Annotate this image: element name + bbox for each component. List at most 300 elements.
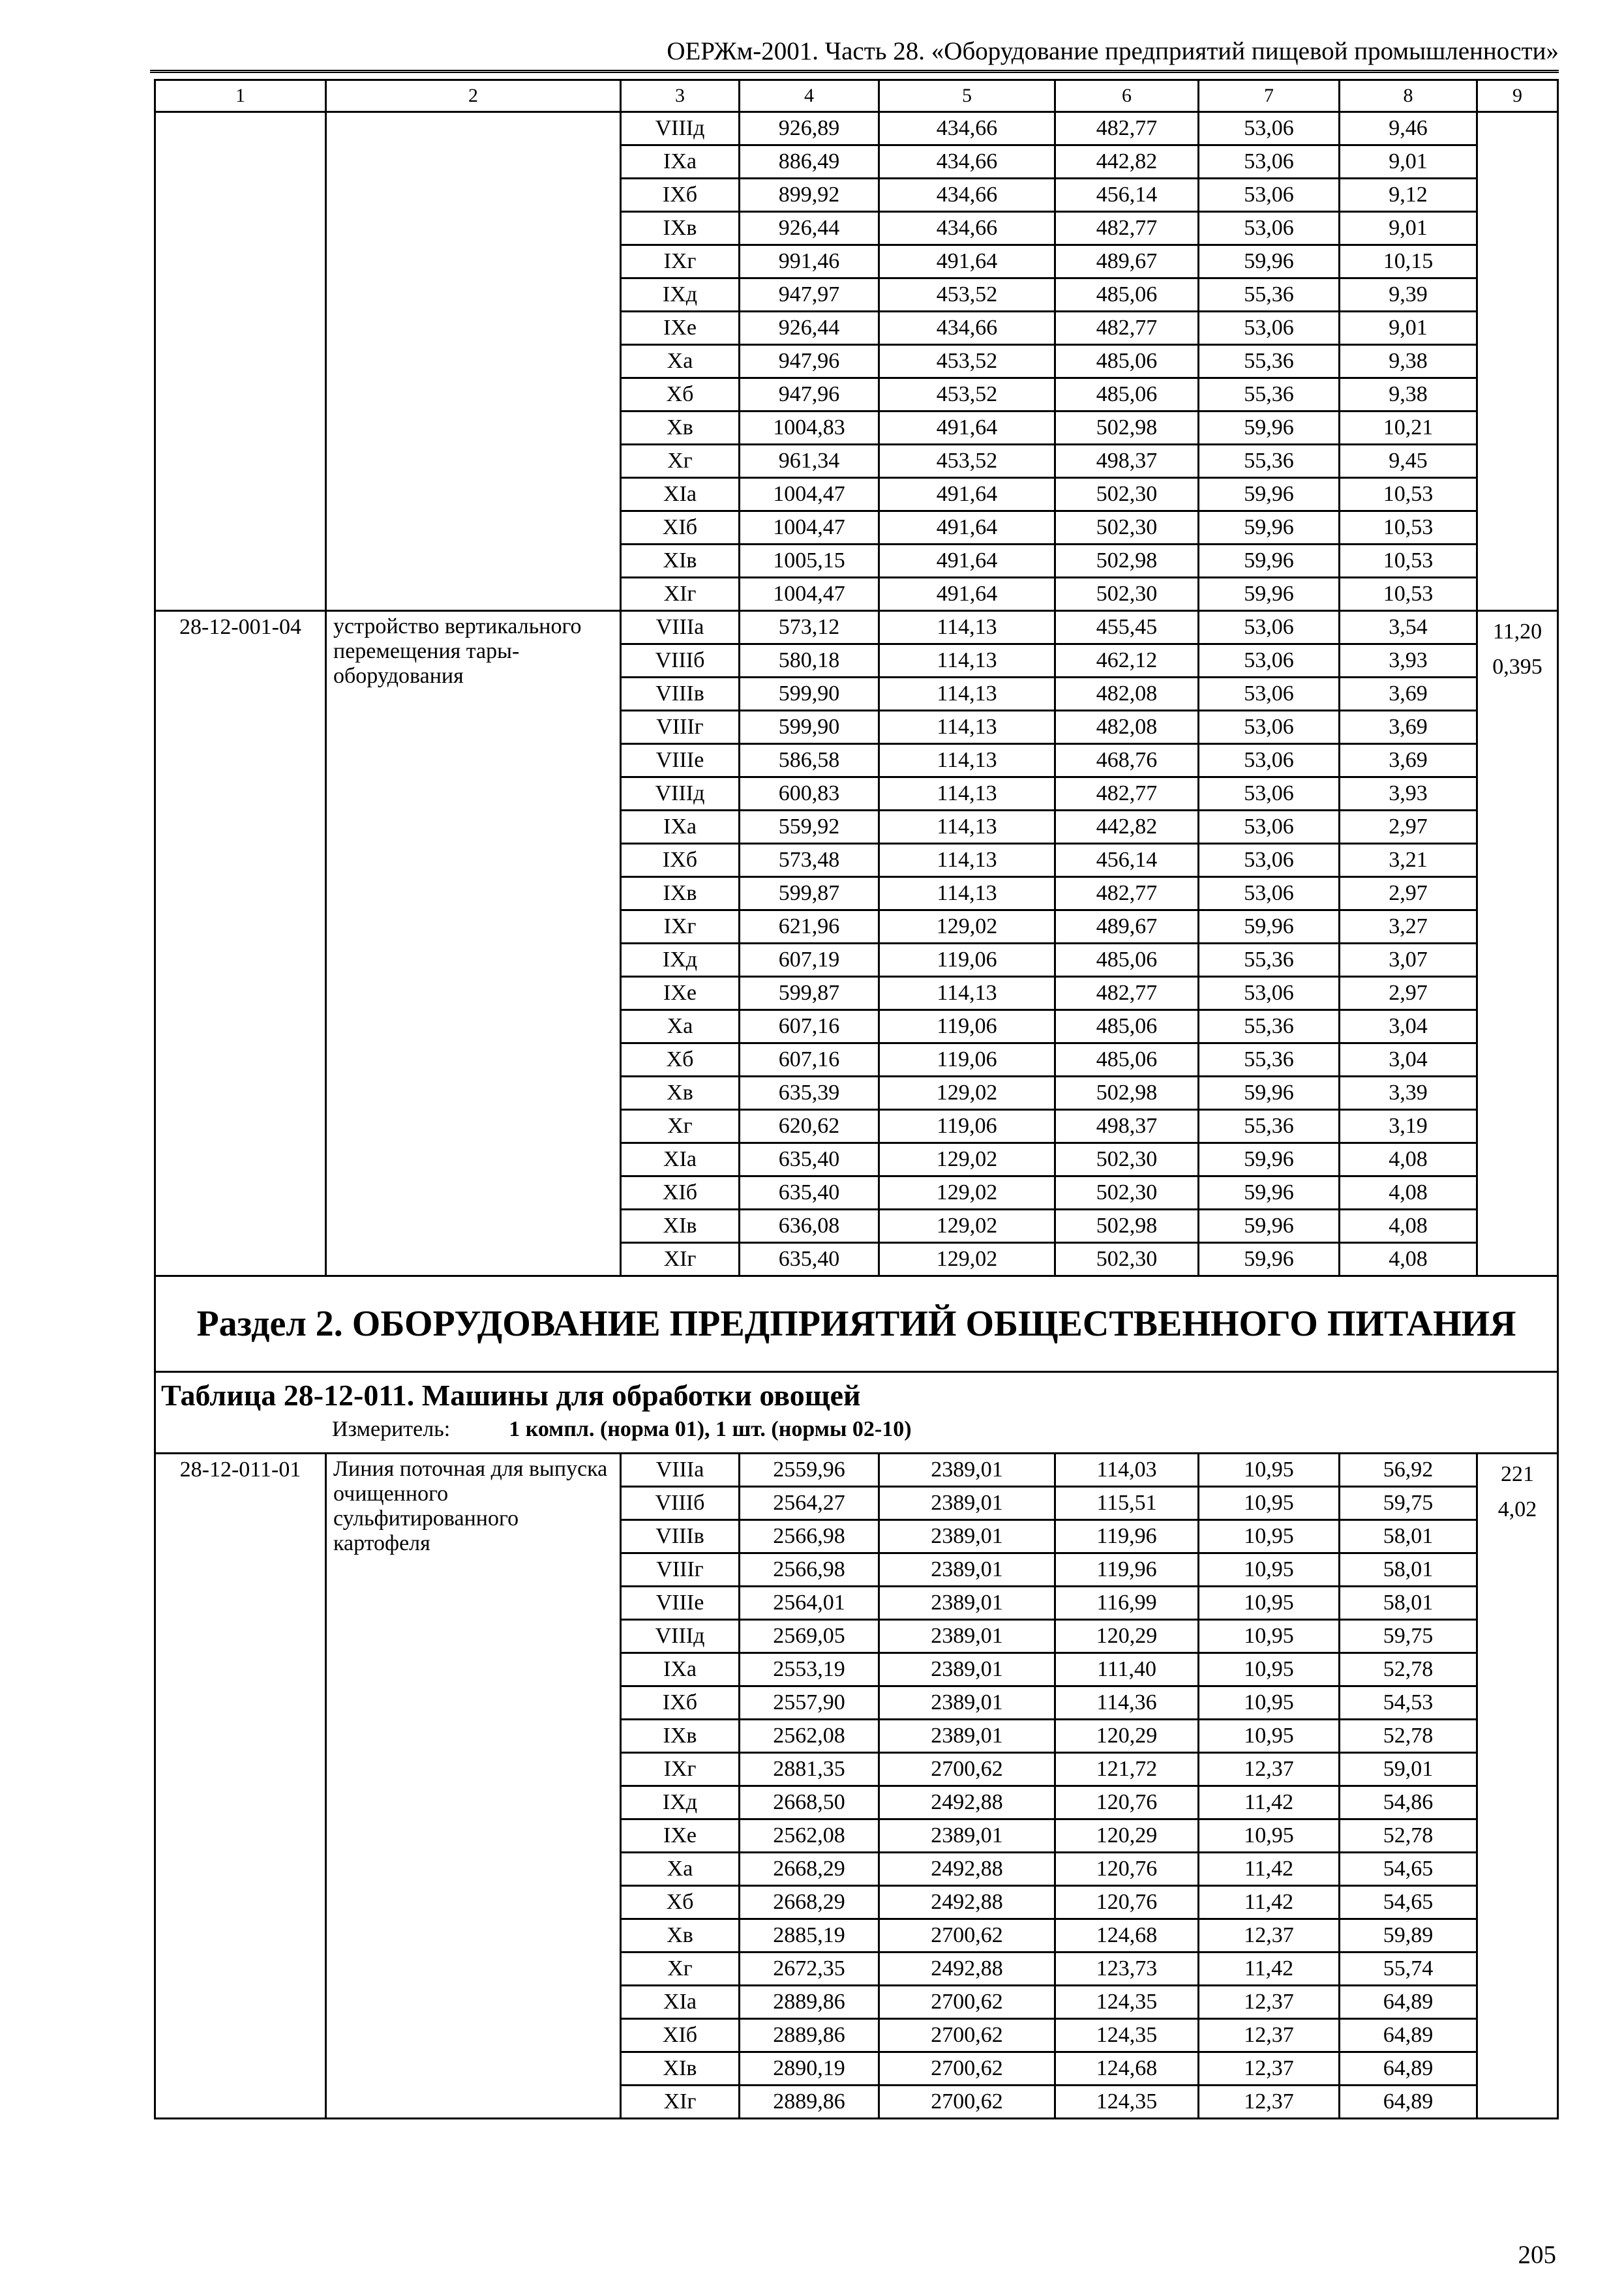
total-cost: 2566,98 [740, 1553, 879, 1587]
section-row [155, 1276, 1558, 1372]
region-zone: IXе [621, 1819, 740, 1853]
region-zone: IXв [621, 877, 740, 910]
total-cost: 991,46 [740, 245, 879, 278]
total-cost: 2889,86 [740, 2019, 879, 2052]
total-cost: 2566,98 [740, 1520, 879, 1553]
total-cost: 620,62 [740, 1110, 879, 1143]
machinist-wages: 55,36 [1199, 1043, 1340, 1077]
item-code: 28-12-001-04 [155, 611, 326, 1276]
materials-cost: 64,89 [1340, 1986, 1477, 2019]
materials-cost: 3,21 [1340, 844, 1477, 877]
region-zone: Xa [621, 1853, 740, 1886]
machinist-wages: 53,06 [1199, 611, 1340, 644]
total-cost: 926,89 [740, 112, 879, 145]
region-zone: Xв [621, 1919, 740, 1952]
total-cost: 1004,47 [740, 578, 879, 611]
machine-cost: 502,98 [1055, 545, 1199, 578]
total-cost: 2885,19 [740, 1919, 879, 1952]
materials-cost: 3,19 [1340, 1110, 1477, 1143]
machine-cost: 468,76 [1055, 744, 1199, 777]
machine-cost: 502,98 [1055, 1210, 1199, 1243]
labor-wages: 2700,62 [879, 2052, 1055, 2086]
materials-cost: 52,78 [1340, 1819, 1477, 1853]
code-cell [155, 112, 326, 611]
materials-cost: 52,78 [1340, 1720, 1477, 1753]
name-cell [326, 112, 621, 611]
machine-cost: 482,77 [1055, 312, 1199, 345]
region-zone: XIв [621, 2052, 740, 2086]
materials-cost: 59,75 [1340, 1620, 1477, 1653]
region-zone: XIб [621, 2019, 740, 2052]
labor-wages: 434,66 [879, 179, 1055, 212]
machinist-wages: 53,06 [1199, 711, 1340, 744]
table-row [155, 1454, 1558, 1487]
machinist-wages: 12,37 [1199, 2086, 1340, 2119]
labor-wages: 114,13 [879, 777, 1055, 811]
machinist-wages: 53,06 [1199, 844, 1340, 877]
labor-wages: 491,64 [879, 511, 1055, 545]
materials-cost: 9,12 [1340, 179, 1477, 212]
machinist-wages: 59,96 [1199, 478, 1340, 511]
region-zone: Xг [621, 445, 740, 478]
total-cost: 599,90 [740, 678, 879, 711]
machine-cost: 502,30 [1055, 511, 1199, 545]
column-number: 6 [1055, 80, 1199, 112]
materials-cost: 3,04 [1340, 1043, 1477, 1077]
machine-cost: 124,68 [1055, 2052, 1199, 2086]
machine-cost: 121,72 [1055, 1753, 1199, 1786]
total-cost: 607,16 [740, 1043, 879, 1077]
region-zone: VIIIa [621, 611, 740, 644]
region-zone: Xв [621, 411, 740, 445]
region-zone: VIIIб [621, 644, 740, 678]
materials-cost: 10,53 [1340, 545, 1477, 578]
machinist-wages: 10,95 [1199, 1819, 1340, 1853]
materials-cost: 2,97 [1340, 877, 1477, 910]
total-cost: 1004,83 [740, 411, 879, 445]
machine-cost: 114,36 [1055, 1686, 1199, 1720]
machinist-wages: 12,37 [1199, 2052, 1340, 2086]
total-cost: 2562,08 [740, 1819, 879, 1853]
machine-cost: 485,06 [1055, 278, 1199, 312]
materials-cost: 54,86 [1340, 1786, 1477, 1819]
machinist-wages: 10,95 [1199, 1454, 1340, 1487]
meter-value: 1 компл. (норма 01), 1 шт. (нормы 02-10) [509, 1417, 912, 1441]
total-cost: 2890,19 [740, 2052, 879, 2086]
labor-wages: 114,13 [879, 611, 1055, 644]
total-cost: 926,44 [740, 212, 879, 245]
materials-cost: 54,53 [1340, 1686, 1477, 1720]
labor-wages: 2492,88 [879, 1853, 1055, 1886]
total-cost: 599,87 [740, 877, 879, 910]
region-zone: VIIIе [621, 1587, 740, 1620]
labor-wages: 2389,01 [879, 1487, 1055, 1520]
machinist-wages: 10,95 [1199, 1520, 1340, 1553]
region-zone: Xa [621, 345, 740, 378]
region-zone: XIг [621, 2086, 740, 2119]
labor-wages: 2389,01 [879, 1819, 1055, 1853]
total-cost: 607,19 [740, 944, 879, 977]
machinist-wages: 11,42 [1199, 1853, 1340, 1886]
machinist-wages: 59,96 [1199, 1143, 1340, 1176]
labor-wages: 2389,01 [879, 1686, 1055, 1720]
total-cost: 635,40 [740, 1176, 879, 1210]
machine-cost: 462,12 [1055, 644, 1199, 678]
region-zone: XIa [621, 478, 740, 511]
total-cost: 886,49 [740, 145, 879, 179]
total-cost: 621,96 [740, 910, 879, 944]
region-zone: IXд [621, 278, 740, 312]
machinist-wages: 55,36 [1199, 345, 1340, 378]
machinist-wages: 12,37 [1199, 1919, 1340, 1952]
region-zone: VIIIг [621, 1553, 740, 1587]
materials-cost: 3,69 [1340, 678, 1477, 711]
machine-cost: 502,98 [1055, 1077, 1199, 1110]
region-zone: IXд [621, 944, 740, 977]
materials-cost: 3,93 [1340, 777, 1477, 811]
machine-cost: 455,45 [1055, 611, 1199, 644]
materials-cost: 59,75 [1340, 1487, 1477, 1520]
machine-cost: 120,29 [1055, 1620, 1199, 1653]
materials-cost: 64,89 [1340, 2052, 1477, 2086]
machinist-wages: 59,96 [1199, 1243, 1340, 1276]
materials-cost: 3,69 [1340, 711, 1477, 744]
machine-cost: 482,77 [1055, 977, 1199, 1010]
rates-table [154, 79, 1559, 2119]
machine-cost: 456,14 [1055, 844, 1199, 877]
machine-cost: 120,29 [1055, 1720, 1199, 1753]
region-zone: IXе [621, 312, 740, 345]
labor-wages: 491,64 [879, 411, 1055, 445]
region-zone: IXг [621, 910, 740, 944]
region-zone: IXa [621, 1653, 740, 1686]
region-zone: IXб [621, 844, 740, 877]
total-cost: 2559,96 [740, 1454, 879, 1487]
machinist-wages: 11,42 [1199, 1786, 1340, 1819]
machinist-wages: 53,06 [1199, 678, 1340, 711]
machinist-wages: 10,95 [1199, 1653, 1340, 1686]
unit-cell [1477, 611, 1558, 1276]
machine-cost: 482,08 [1055, 678, 1199, 711]
materials-cost: 3,39 [1340, 1077, 1477, 1110]
column-number: 7 [1199, 80, 1340, 112]
labor-wages: 2389,01 [879, 1653, 1055, 1686]
labor-wages: 491,64 [879, 478, 1055, 511]
materials-cost: 4,08 [1340, 1210, 1477, 1243]
materials-cost: 3,27 [1340, 910, 1477, 944]
machine-cost: 120,76 [1055, 1853, 1199, 1886]
region-zone: Xв [621, 1077, 740, 1110]
labor-wages: 114,13 [879, 711, 1055, 744]
labor-wages: 2492,88 [879, 1886, 1055, 1919]
region-zone: XIa [621, 1986, 740, 2019]
column-number: 2 [326, 80, 621, 112]
labor-wages: 453,52 [879, 345, 1055, 378]
table-title-row [155, 1372, 1558, 1454]
materials-cost: 58,01 [1340, 1520, 1477, 1553]
materials-cost: 3,93 [1340, 644, 1477, 678]
machine-cost: 124,35 [1055, 1986, 1199, 2019]
item-code: 28-12-011-01 [155, 1454, 326, 2119]
materials-cost: 56,92 [1340, 1454, 1477, 1487]
labor-wages: 129,02 [879, 1243, 1055, 1276]
labor-wages: 2700,62 [879, 2019, 1055, 2052]
item-unit-value-1: 221 [1501, 1462, 1534, 1486]
region-zone: IXб [621, 1686, 740, 1720]
region-zone: VIIIб [621, 1487, 740, 1520]
total-cost: 2881,35 [740, 1753, 879, 1786]
total-cost: 1005,15 [740, 545, 879, 578]
labor-wages: 2492,88 [879, 1786, 1055, 1819]
machine-cost: 502,30 [1055, 1243, 1199, 1276]
region-zone: VIIIд [621, 1620, 740, 1653]
total-cost: 2564,27 [740, 1487, 879, 1520]
machinist-wages: 55,36 [1199, 944, 1340, 977]
machinist-wages: 55,36 [1199, 278, 1340, 312]
total-cost: 961,34 [740, 445, 879, 478]
total-cost: 599,90 [740, 711, 879, 744]
materials-cost: 9,45 [1340, 445, 1477, 478]
machine-cost: 120,29 [1055, 1819, 1199, 1853]
machine-cost: 482,77 [1055, 777, 1199, 811]
labor-wages: 114,13 [879, 844, 1055, 877]
materials-cost: 55,74 [1340, 1952, 1477, 1986]
labor-wages: 2389,01 [879, 1720, 1055, 1753]
labor-wages: 114,13 [879, 811, 1055, 844]
region-zone: Xa [621, 1010, 740, 1043]
machine-cost: 502,30 [1055, 478, 1199, 511]
machine-cost: 485,06 [1055, 944, 1199, 977]
labor-wages: 453,52 [879, 378, 1055, 411]
materials-cost: 59,01 [1340, 1753, 1477, 1786]
total-cost: 580,18 [740, 644, 879, 678]
region-zone: IXг [621, 1753, 740, 1786]
table-row [155, 611, 1558, 644]
machinist-wages: 12,37 [1199, 1986, 1340, 2019]
labor-wages: 2389,01 [879, 1553, 1055, 1587]
region-zone: XIa [621, 1143, 740, 1176]
labor-wages: 2389,01 [879, 1520, 1055, 1553]
machine-cost: 485,06 [1055, 1043, 1199, 1077]
region-zone: Xб [621, 1886, 740, 1919]
labor-wages: 119,06 [879, 1043, 1055, 1077]
labor-wages: 2492,88 [879, 1952, 1055, 1986]
labor-wages: 491,64 [879, 245, 1055, 278]
item-name: устройство вертикального перемещения тары-оборудования [326, 611, 621, 1276]
machinist-wages: 53,06 [1199, 179, 1340, 212]
machine-cost: 442,82 [1055, 811, 1199, 844]
machinist-wages: 10,95 [1199, 1587, 1340, 1620]
materials-cost: 10,53 [1340, 511, 1477, 545]
materials-cost: 2,97 [1340, 977, 1477, 1010]
materials-cost: 3,54 [1340, 611, 1477, 644]
materials-cost: 9,01 [1340, 212, 1477, 245]
total-cost: 635,40 [740, 1143, 879, 1176]
region-zone: IXв [621, 1720, 740, 1753]
total-cost: 947,96 [740, 345, 879, 378]
machinist-wages: 11,42 [1199, 1952, 1340, 1986]
machine-cost: 124,35 [1055, 2086, 1199, 2119]
materials-cost: 54,65 [1340, 1853, 1477, 1886]
labor-wages: 2389,01 [879, 1454, 1055, 1487]
machine-cost: 482,77 [1055, 112, 1199, 145]
materials-cost: 3,69 [1340, 744, 1477, 777]
machinist-wages: 12,37 [1199, 1753, 1340, 1786]
total-cost: 573,48 [740, 844, 879, 877]
total-cost: 926,44 [740, 312, 879, 345]
machinist-wages: 59,96 [1199, 1176, 1340, 1210]
machine-cost: 502,30 [1055, 1143, 1199, 1176]
materials-cost: 64,89 [1340, 2019, 1477, 2052]
materials-cost: 9,01 [1340, 312, 1477, 345]
machine-cost: 502,30 [1055, 1176, 1199, 1210]
rates-table-body [155, 80, 1558, 2119]
materials-cost: 4,08 [1340, 1143, 1477, 1176]
page-header-title: ОЕРЖм-2001. Часть 28. «Оборудование предприятий пищевой промышленности» [667, 37, 1559, 65]
total-cost: 2668,50 [740, 1786, 879, 1819]
total-cost: 600,83 [740, 777, 879, 811]
total-cost: 1004,47 [740, 511, 879, 545]
region-zone: Xг [621, 1952, 740, 1986]
total-cost: 635,40 [740, 1243, 879, 1276]
region-zone: VIIIд [621, 112, 740, 145]
labor-wages: 2700,62 [879, 2086, 1055, 2119]
labor-wages: 2389,01 [879, 1587, 1055, 1620]
materials-cost: 9,01 [1340, 145, 1477, 179]
machinist-wages: 55,36 [1199, 1010, 1340, 1043]
total-cost: 635,39 [740, 1077, 879, 1110]
machinist-wages: 53,06 [1199, 112, 1340, 145]
labor-wages: 129,02 [879, 1176, 1055, 1210]
machine-cost: 120,76 [1055, 1786, 1199, 1819]
materials-cost: 10,21 [1340, 411, 1477, 445]
total-cost: 947,96 [740, 378, 879, 411]
machine-cost: 442,82 [1055, 145, 1199, 179]
machinist-wages: 12,37 [1199, 2019, 1340, 2052]
machine-cost: 120,76 [1055, 1886, 1199, 1919]
materials-cost: 4,08 [1340, 1176, 1477, 1210]
machinist-wages: 10,95 [1199, 1686, 1340, 1720]
machine-cost: 116,99 [1055, 1587, 1199, 1620]
labor-wages: 129,02 [879, 1077, 1055, 1110]
column-number-row [155, 80, 1558, 112]
region-zone: XIг [621, 578, 740, 611]
machine-cost: 124,68 [1055, 1919, 1199, 1952]
column-number: 4 [740, 80, 879, 112]
total-cost: 1004,47 [740, 478, 879, 511]
column-number: 1 [155, 80, 326, 112]
region-zone: Xб [621, 1043, 740, 1077]
total-cost: 899,92 [740, 179, 879, 212]
total-cost: 2672,35 [740, 1952, 879, 1986]
column-number: 3 [621, 80, 740, 112]
materials-cost: 58,01 [1340, 1587, 1477, 1620]
materials-cost: 9,46 [1340, 112, 1477, 145]
machine-cost: 482,77 [1055, 877, 1199, 910]
materials-cost: 3,07 [1340, 944, 1477, 977]
total-cost: 2557,90 [740, 1686, 879, 1720]
materials-cost: 10,15 [1340, 245, 1477, 278]
region-zone: XIг [621, 1243, 740, 1276]
region-zone: XIв [621, 545, 740, 578]
labor-wages: 434,66 [879, 145, 1055, 179]
machinist-wages: 53,06 [1199, 877, 1340, 910]
labor-wages: 434,66 [879, 112, 1055, 145]
region-zone: IXб [621, 179, 740, 212]
materials-cost: 9,39 [1340, 278, 1477, 312]
region-zone: XIб [621, 511, 740, 545]
item-unit-value-2: 0,395 [1492, 655, 1542, 679]
machine-cost: 498,37 [1055, 445, 1199, 478]
labor-wages: 453,52 [879, 445, 1055, 478]
region-zone: IXa [621, 145, 740, 179]
machine-cost: 119,96 [1055, 1553, 1199, 1587]
region-zone: IXг [621, 245, 740, 278]
labor-wages: 129,02 [879, 910, 1055, 944]
total-cost: 2889,86 [740, 2086, 879, 2119]
machinist-wages: 53,06 [1199, 744, 1340, 777]
machine-cost: 115,51 [1055, 1487, 1199, 1520]
machine-cost: 114,03 [1055, 1454, 1199, 1487]
region-zone: IXa [621, 811, 740, 844]
labor-wages: 2700,62 [879, 1986, 1055, 2019]
machinist-wages: 53,06 [1199, 977, 1340, 1010]
section-title: Раздел 2. ОБОРУДОВАНИЕ ПРЕДПРИЯТИЙ ОБЩЕСТВЕННОГО ПИТАНИЯ [155, 1276, 1558, 1372]
machine-cost: 485,06 [1055, 345, 1199, 378]
labor-wages: 491,64 [879, 545, 1055, 578]
total-cost: 607,16 [740, 1010, 879, 1043]
machinist-wages: 11,42 [1199, 1886, 1340, 1919]
labor-wages: 453,52 [879, 278, 1055, 312]
total-cost: 2564,01 [740, 1587, 879, 1620]
labor-wages: 119,06 [879, 944, 1055, 977]
total-cost: 2668,29 [740, 1853, 879, 1886]
unit-cell [1477, 1454, 1558, 2119]
region-zone: VIIIе [621, 744, 740, 777]
machine-cost: 502,98 [1055, 411, 1199, 445]
machine-cost: 111,40 [1055, 1653, 1199, 1686]
machinist-wages: 53,06 [1199, 312, 1340, 345]
materials-cost: 58,01 [1340, 1553, 1477, 1587]
materials-cost: 4,08 [1340, 1243, 1477, 1276]
region-zone: VIIIa [621, 1454, 740, 1487]
total-cost: 2668,29 [740, 1886, 879, 1919]
machine-cost: 482,08 [1055, 711, 1199, 744]
machine-cost: 119,96 [1055, 1520, 1199, 1553]
labor-wages: 2389,01 [879, 1620, 1055, 1653]
total-cost: 599,87 [740, 977, 879, 1010]
table-title-cell [155, 1372, 1558, 1454]
machinist-wages: 53,06 [1199, 212, 1340, 245]
item-unit-value-1: 11,20 [1492, 620, 1542, 644]
machinist-wages: 59,96 [1199, 910, 1340, 944]
machine-cost: 485,06 [1055, 1010, 1199, 1043]
machinist-wages: 53,06 [1199, 644, 1340, 678]
machinist-wages: 59,96 [1199, 545, 1340, 578]
region-zone: IXе [621, 977, 740, 1010]
materials-cost: 52,78 [1340, 1653, 1477, 1686]
machinist-wages: 10,95 [1199, 1720, 1340, 1753]
labor-wages: 114,13 [879, 977, 1055, 1010]
machinist-wages: 10,95 [1199, 1487, 1340, 1520]
machinist-wages: 55,36 [1199, 1110, 1340, 1143]
labor-wages: 114,13 [879, 644, 1055, 678]
machinist-wages: 53,06 [1199, 777, 1340, 811]
materials-cost: 9,38 [1340, 378, 1477, 411]
total-cost: 573,12 [740, 611, 879, 644]
machinist-wages: 59,96 [1199, 1077, 1340, 1110]
region-zone: VIIIг [621, 711, 740, 744]
